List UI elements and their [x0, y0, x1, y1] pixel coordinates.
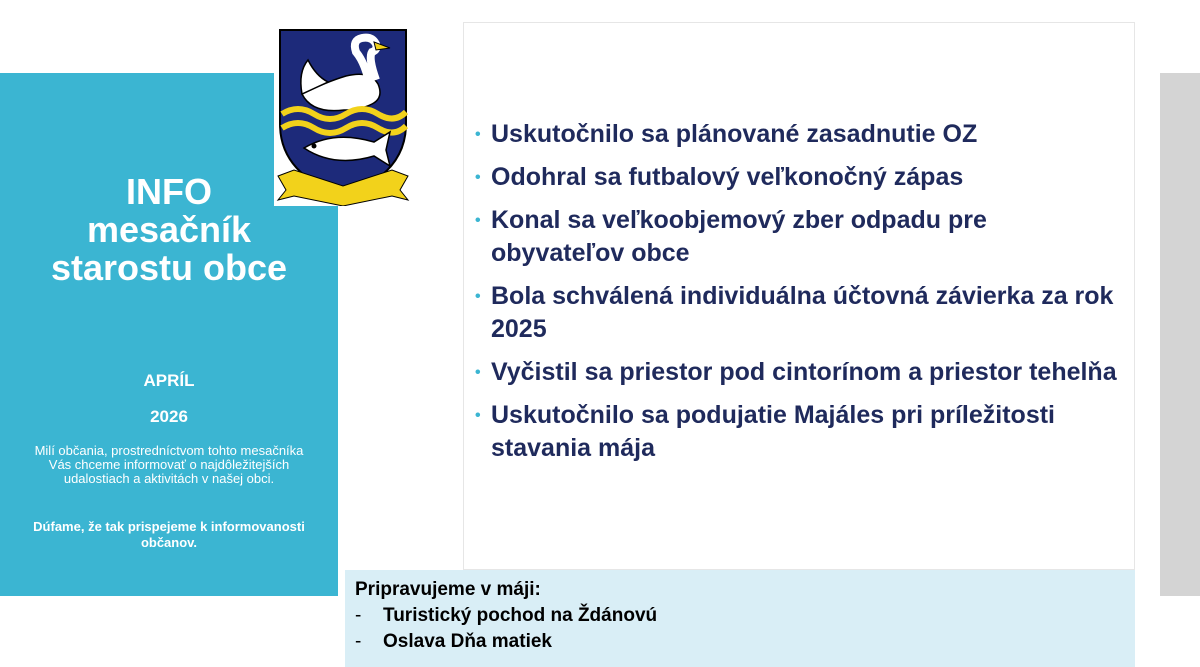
planned-events-title: Pripravujeme v máji: [355, 579, 541, 600]
news-list [475, 118, 1125, 475]
title-line-1: INFO [126, 171, 212, 212]
title-line-2: mesačník [86, 209, 252, 250]
intro-text: Milí občania, prostredníctvom tohto mesačníka Vás chceme informovať o najdôležitejších udalostiach a aktivitách v našej obci. [34, 443, 304, 486]
bullet-dot-icon: • [475, 407, 481, 424]
bullet-dot-icon: • [475, 288, 481, 305]
list-item: • Vyčistil sa priestor pod cintorínom a priestor tehelňa [475, 356, 1125, 389]
planned-item: - Oslava Dňa matiek [355, 631, 552, 652]
issue-month: APRÍL [143, 371, 195, 390]
planned-item: - Turistický pochod na Ždánovú [355, 605, 658, 626]
list-item: • Bola schválená individuálna účtovná závierka za rok 2025 [475, 282, 1114, 343]
swan-fish-crest-icon [274, 24, 412, 206]
list-item: • Konal sa veľkoobjemový zber odpadu pre obyvateľov obce [475, 206, 987, 267]
bullet-dot-icon: • [475, 212, 481, 229]
planned-events-box [345, 570, 1135, 667]
closing-text: Dúfame, že tak prispejeme k informovanosti občanov. [33, 519, 305, 550]
bullet-dot-icon: • [475, 364, 481, 381]
list-item: • Odohral sa futbalový veľkonočný zápas [475, 161, 1125, 194]
bullet-dot-icon: • [475, 126, 481, 143]
title-line-3: starostu obce [50, 247, 288, 288]
issue-year: 2026 [150, 407, 188, 426]
list-item: • Uskutočnilo sa plánované zasadnutie OZ [475, 118, 1125, 151]
municipality-crest [274, 24, 412, 206]
bullet-dot-icon: • [475, 169, 481, 186]
list-item: • Uskutočnilo sa podujatie Majáles pri príležitosti stavania mája [475, 401, 1056, 462]
next-slide-edge [1160, 73, 1200, 596]
